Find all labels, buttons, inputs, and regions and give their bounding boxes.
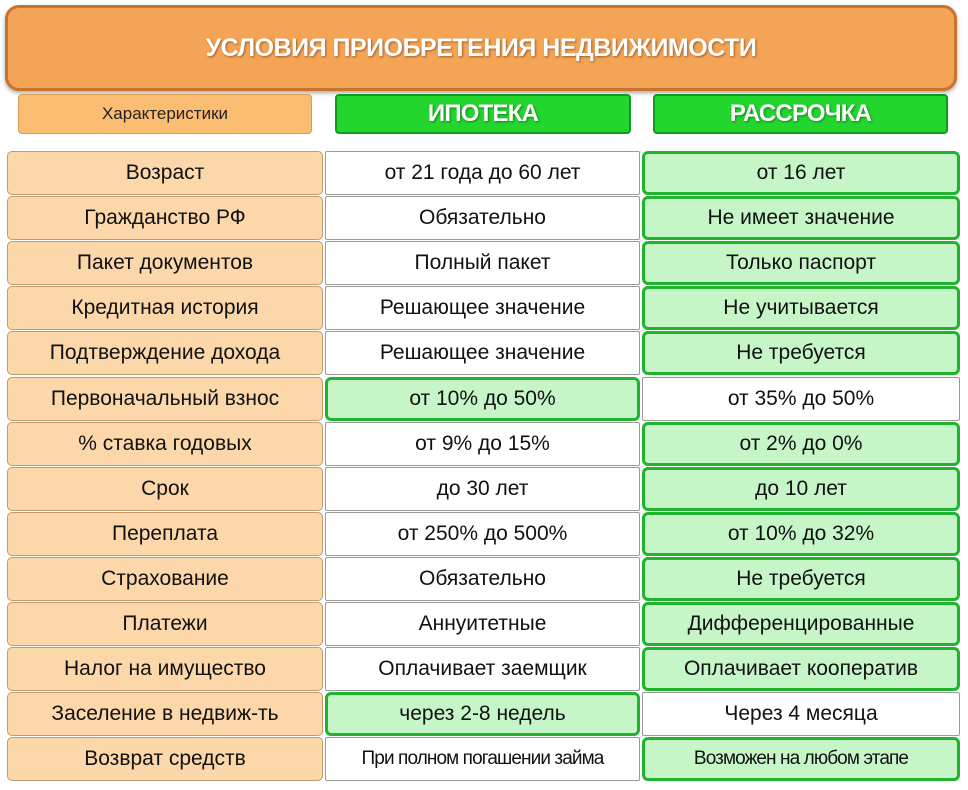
mortgage-value: от 9% до 15% — [325, 422, 640, 466]
row-label: Переплата — [7, 512, 323, 556]
mortgage-value: от 250% до 500% — [325, 512, 640, 556]
mortgage-value: до 30 лет — [325, 467, 640, 511]
installment-value: Оплачивает кооператив — [642, 647, 960, 691]
row-label: Заселение в недвиж-ть — [7, 692, 323, 736]
header-mortgage: ИПОТЕКА — [335, 94, 631, 134]
mortgage-value: Решающее значение — [325, 331, 640, 375]
row-label: % ставка годовых — [7, 422, 323, 466]
mortgage-value: При полном погашении займа — [325, 737, 640, 781]
row-label: Налог на имущество — [7, 647, 323, 691]
header-installment: РАССРОЧКА — [653, 94, 948, 134]
row-label: Страхование — [7, 557, 323, 601]
mortgage-value: Обязательно — [325, 557, 640, 601]
mortgage-value: Аннуитетные — [325, 602, 640, 646]
installment-value: Через 4 месяца — [642, 692, 960, 736]
mortgage-value: Оплачивает заемщик — [325, 647, 640, 691]
installment-value: Не требуется — [642, 557, 960, 601]
row-label: Кредитная история — [7, 286, 323, 330]
row-label: Возврат средств — [7, 737, 323, 781]
mortgage-value: Решающее значение — [325, 286, 640, 330]
mortgage-value: от 10% до 50% — [325, 377, 640, 421]
page-title: УСЛОВИЯ ПРИОБРЕТЕНИЯ НЕДВИЖИМОСТИ — [205, 33, 757, 62]
installment-value: Возможен на любом этапе — [642, 737, 960, 781]
installment-value: Только паспорт — [642, 241, 960, 285]
mortgage-value: Обязательно — [325, 196, 640, 240]
installment-value: до 10 лет — [642, 467, 960, 511]
installment-value: от 2% до 0% — [642, 422, 960, 466]
installment-value: Не учитывается — [642, 286, 960, 330]
row-label: Платежи — [7, 602, 323, 646]
row-label: Подтверждение дохода — [7, 331, 323, 375]
row-label: Пакет документов — [7, 241, 323, 285]
installment-value: Дифференцированные — [642, 602, 960, 646]
installment-value: от 10% до 32% — [642, 512, 960, 556]
row-label: Возраст — [7, 151, 323, 195]
title-banner — [5, 5, 957, 91]
row-label: Гражданство РФ — [7, 196, 323, 240]
installment-value: от 16 лет — [642, 151, 960, 195]
installment-value: от 35% до 50% — [642, 377, 960, 421]
mortgage-value: через 2-8 недель — [325, 692, 640, 736]
mortgage-value: Полный пакет — [325, 241, 640, 285]
mortgage-value: от 21 года до 60 лет — [325, 151, 640, 195]
row-label: Первоначальный взнос — [7, 377, 323, 421]
installment-value: Не имеет значение — [642, 196, 960, 240]
installment-value: Не требуется — [642, 331, 960, 375]
header-characteristics: Характеристики — [18, 94, 312, 134]
row-label: Срок — [7, 467, 323, 511]
